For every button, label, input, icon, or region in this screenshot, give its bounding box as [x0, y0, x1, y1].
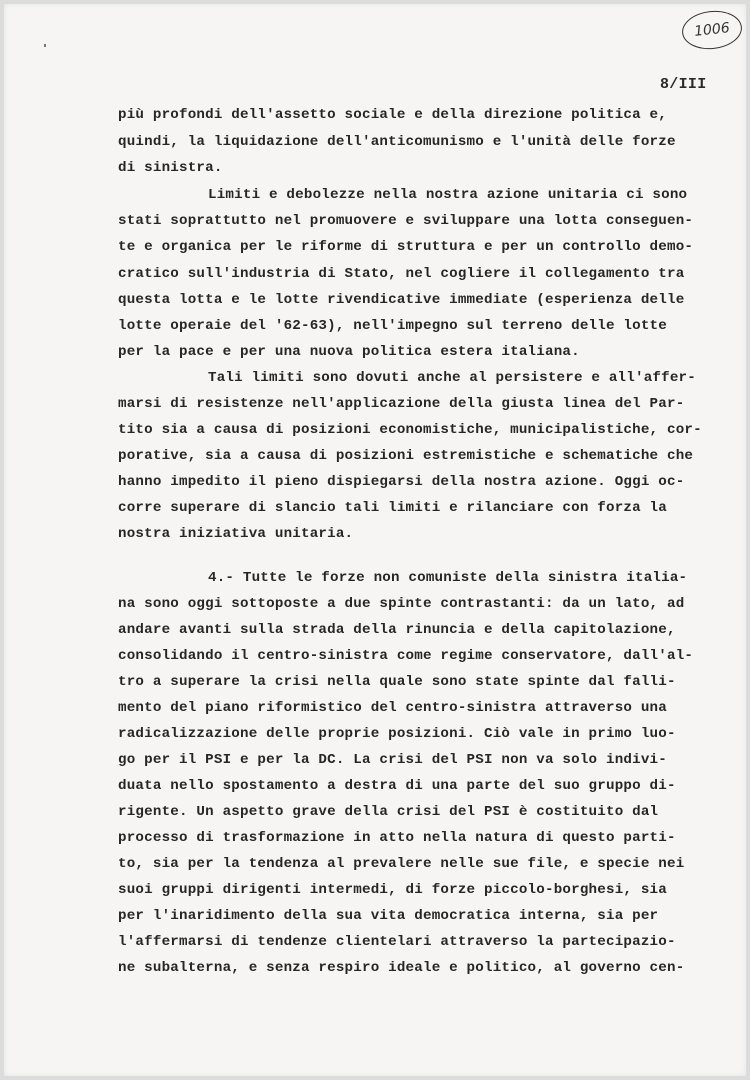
- paper-speck: [44, 44, 46, 47]
- archive-stamp: 1006: [680, 8, 744, 52]
- text-line: marsi di resistenze nell'applicazione della giusta linea del Par-: [118, 396, 685, 412]
- document-page: [4, 4, 746, 1076]
- text-line: te e organica per le riforme di struttura e per un controllo demo-: [118, 239, 694, 255]
- text-line: questa lotta e le lotte rivendicative immediate (esperienza delle: [118, 292, 685, 308]
- text-line: Tali limiti sono dovuti anche al persistere e all'affer-: [208, 370, 696, 386]
- text-line: cratico sull'industria di Stato, nel cogliere il collegamento tra: [118, 266, 685, 282]
- text-line: processo di trasformazione in atto nella natura di questo parti-: [118, 830, 676, 846]
- text-line: l'affermarsi di tendenze clientelari attraverso la partecipazio-: [118, 934, 676, 950]
- text-line: tro a superare la crisi nella quale sono state spinte dal falli-: [118, 674, 676, 690]
- text-line: hanno impedito il pieno dispiegarsi della nostra azione. Oggi oc-: [118, 474, 685, 490]
- text-line: andare avanti sulla strada della rinuncia e della capitolazione,: [118, 622, 676, 638]
- page-number: 8/III: [660, 76, 707, 93]
- text-line: quindi, la liquidazione dell'anticomunismo e l'unità delle forze: [118, 134, 676, 150]
- text-line: più profondi dell'assetto sociale e della direzione politica e,: [118, 107, 667, 123]
- text-line: per l'inaridimento della sua vita democratica interna, sia per: [118, 908, 659, 924]
- text-line: consolidando il centro-sinistra come regime conservatore, dall'al-: [118, 648, 694, 664]
- text-line: rigente. Un aspetto grave della crisi del PSI è costituito dal: [118, 804, 659, 820]
- text-line: porative, sia a causa di posizioni estremistiche e schematiche che: [118, 448, 694, 464]
- text-line: per la pace e per una nuova politica estera italiana.: [118, 344, 580, 360]
- text-line: 4.- Tutte le forze non comuniste della sinistra italia-: [208, 570, 688, 586]
- text-line: di sinistra.: [118, 160, 223, 176]
- text-line: lotte operaie del '62-63), nell'impegno sul terreno delle lotte: [118, 318, 667, 334]
- text-line: nostra iniziativa unitaria.: [118, 526, 354, 542]
- text-line: tito sia a causa di posizioni economistiche, municipalistiche, cor-: [118, 422, 702, 438]
- text-line: Limiti e debolezze nella nostra azione unitaria ci sono: [208, 187, 688, 203]
- text-line: na sono oggi sottoposte a due spinte contrastanti: da un lato, ad: [118, 596, 685, 612]
- text-line: suoi gruppi dirigenti intermedi, di forze piccolo-borghesi, sia: [118, 882, 667, 898]
- text-line: duata nello spostamento a destra di una parte del suo gruppo di-: [118, 778, 676, 794]
- text-line: to, sia per la tendenza al prevalere nelle sue file, e specie nei: [118, 856, 685, 872]
- text-line: radicalizzazione delle proprie posizioni. Ciò vale in primo luo-: [118, 726, 676, 742]
- text-line: stati soprattutto nel promuovere e sviluppare una lotta conseguen-: [118, 213, 694, 229]
- text-line: mento del piano riformistico del centro-sinistra attraverso una: [118, 700, 667, 716]
- text-line: go per il PSI e per la DC. La crisi del PSI non va solo indivi-: [118, 752, 667, 768]
- text-line: ne subalterna, e senza respiro ideale e politico, al governo cen-: [118, 960, 685, 976]
- text-line: corre superare di slancio tali limiti e rilanciare con forza la: [118, 500, 667, 516]
